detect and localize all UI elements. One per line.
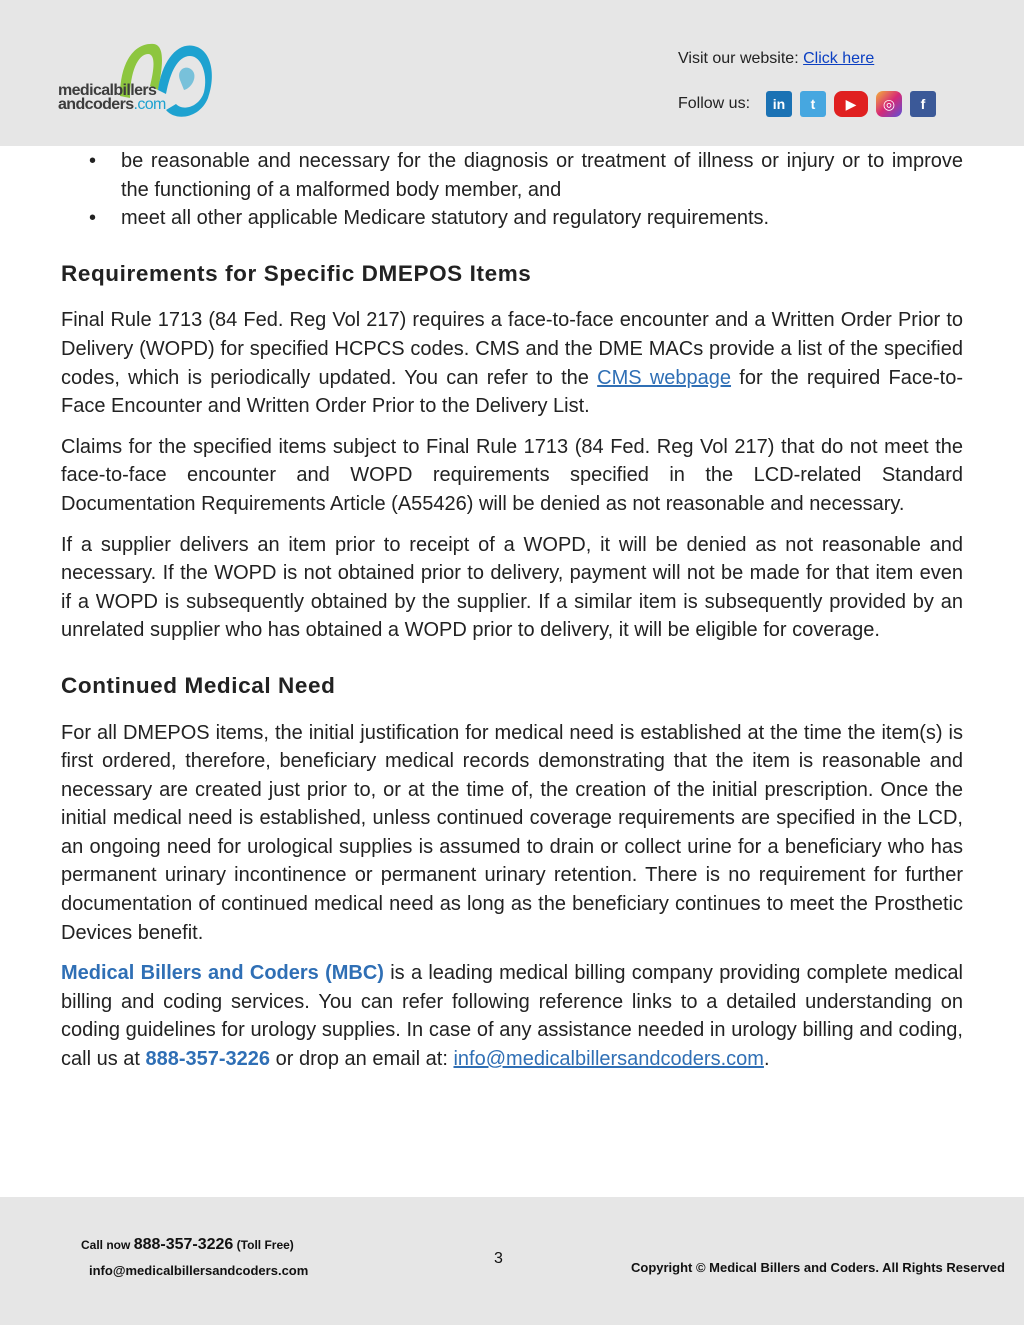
paragraph: For all DMEPOS items, the initial justification for medical need is established at the time the item(s) is first ordered, therefore, beneficiary medical records demonstrating that the item is reasonable and necessary are created just prior to, or at the time of, the creation of the initial prescription. Once the initial medical need is established, unless continued coverage requirements are specified in the LCD, an ongoing need for urological supplies is assumed to drain or collect urine for a beneficiary who has permanent urinary incontinence or permanent urinary retention. There is no requirement for further documentation of continued medical need as long as the beneficiary continues to meet the Prosthetic Devices benefit.	[61, 721, 963, 944]
company-name: Medical Billers and Coders (MBC)	[61, 962, 384, 985]
page-header	[0, 0, 1024, 146]
paragraph: If a supplier delivers an item prior to receipt of a WOPD, it will be denied as not reasonable and necessary. If the WOPD is not obtained prior to delivery, payment will not be made for that item even if a WOPD is subsequently obtained by the supplier. If a similar item is subsequently provided by an unrelated supplier who has obtained a WOPD prior to delivery, it will be eligible for coverage.	[61, 533, 963, 642]
section-heading: Requirements for Specific DMEPOS Items	[61, 260, 532, 286]
paragraph	[61, 306, 963, 420]
footer-call	[81, 1236, 294, 1254]
list-item	[61, 204, 963, 233]
toll-free-label: (Toll Free)	[236, 1238, 294, 1252]
paragraph-text: is a leading medical billing company providing complete medical billing and coding services. You can refer following reference links to a detailed understanding on coding guidelines for urology supplies. In case of any assistance needed in urology billing and coding, call us at	[61, 962, 963, 1071]
footer-email[interactable]: info@medicalbillersandcoders.com	[89, 1263, 309, 1278]
paragraph-text: or drop an email at:	[270, 1048, 454, 1071]
twitter-icon[interactable]: t	[800, 91, 826, 117]
visit-label: Visit our website:	[678, 50, 799, 67]
paragraph-text: .	[763, 1048, 770, 1071]
list-item	[61, 147, 963, 204]
requirements-list	[61, 147, 963, 233]
social-links	[766, 91, 936, 117]
call-label: Call now	[81, 1238, 131, 1252]
footer-phone[interactable]: 888-357-3226	[133, 1236, 234, 1253]
list-item-text: meet all other applicable Medicare statutory and regulatory requirements.	[121, 207, 770, 230]
logo-domain: .com	[133, 96, 166, 113]
page-number: 3	[494, 1250, 503, 1267]
paragraph: Claims for the specified items subject to Final Rule 1713 (84 Fed. Reg Vol 217) that do not meet the face-to-face encounter and WOPD requirements specified in the LCD-related Standard Documentation Requirements Article (A55426) will be denied as not reasonable and necessary.	[61, 435, 963, 515]
visit-website	[678, 50, 874, 68]
paragraph	[61, 959, 963, 1073]
logo-line-1: medicalbillers	[58, 82, 157, 99]
youtube-icon[interactable]: ▶	[834, 91, 868, 117]
bullet-icon: •	[89, 150, 97, 172]
follow-label: Follow us:	[678, 95, 751, 112]
bullet-icon: •	[89, 207, 97, 230]
phone-number[interactable]: 888-357-3226	[145, 1048, 271, 1071]
email-link[interactable]: info@medicalbillersandcoders.com	[453, 1048, 764, 1071]
logo-text	[58, 84, 166, 112]
copyright-text: Copyright © Medical Billers and Coders. All Rights Reserved	[631, 1260, 1005, 1275]
instagram-icon[interactable]: ◎	[876, 91, 902, 117]
section-heading: Continued Medical Need	[61, 672, 336, 698]
document-body	[61, 146, 963, 1074]
paragraph-text: for the required Face-to-Face Encounter and Written Order Prior to the Delivery List.	[61, 366, 963, 418]
company-logo[interactable]	[58, 40, 228, 124]
list-item-text: be reasonable and necessary for the diagnosis or treatment of illness or injury or to improve the functioning of a malformed body member, and	[121, 150, 963, 201]
logo-line-2: andcoders	[58, 96, 134, 113]
linkedin-icon[interactable]: in	[766, 91, 792, 117]
visit-link[interactable]: Click here	[803, 50, 875, 67]
cms-webpage-link[interactable]: CMS webpage	[597, 366, 732, 389]
paragraph-text: Final Rule 1713 (84 Fed. Reg Vol 217) requires a face-to-face encounter and a Written Order Prior to Delivery (WOPD) for specified HCPCS codes. CMS and the DME MACs provide a list of the specified codes, which is periodically updated. You can refer to the	[61, 309, 963, 389]
page-footer	[0, 1197, 1024, 1325]
facebook-icon[interactable]: f	[910, 91, 936, 117]
